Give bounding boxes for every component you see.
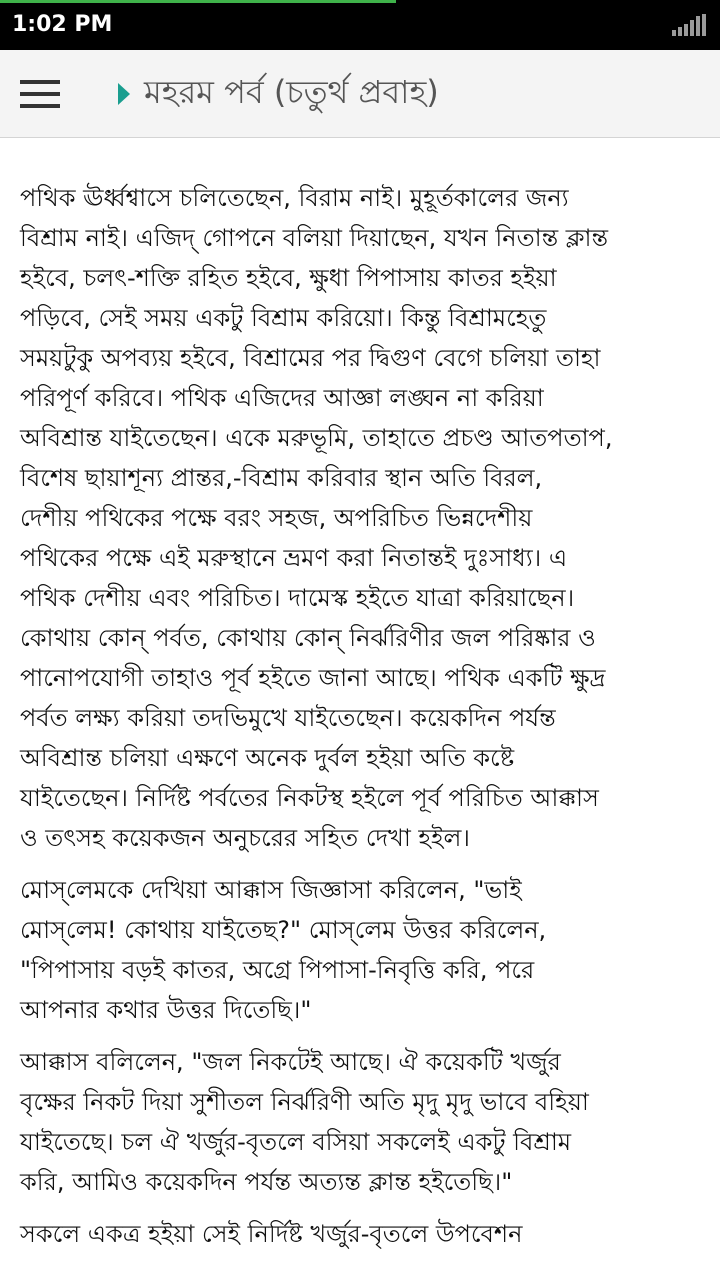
text-line: যাইতেছে। চল ঐ খর্জুর-বৃতলে বসিয়া সকলেই একটু বিশ্রাম [20, 1128, 572, 1156]
signal-bars-icon [672, 14, 706, 36]
text-line: মোস্‌লেমকে দেখিয়া আক্কাস জিজ্ঞাসা করিলেন, "ভাই [20, 876, 522, 904]
text-line: আপনার কথার উত্তর দিতেছি।" [20, 996, 312, 1024]
text-line: পরিপূর্ণ করিবে। পথিক এজিদের আজ্ঞা লঙ্ঘন না করিয়া [20, 384, 544, 412]
text-line: দেশীয় পথিকের পক্ষে বরং সহজ, অপরিচিত ভিন্নদেশীয় [20, 504, 533, 532]
text-line: পর্বত লক্ষ্য করিয়া তদভিমুখে যাইতেছেন। কয়েকদিন পর্যন্ত [20, 704, 556, 732]
text-line: সকলে একত্র হইয়া সেই নির্দিষ্ট খর্জুর-বৃতলে উপবেশন [20, 1220, 523, 1248]
text-line: বৃক্ষের নিকট দিয়া সুশীতল নির্ঝরিণী অতি মৃদু মৃদু ভাবে বহিয়া [20, 1088, 589, 1116]
title-bar [118, 64, 439, 124]
menu-button[interactable] [14, 70, 70, 118]
status-clock: 1:02 PM [12, 12, 113, 37]
text-line: "পিপাসায় বড়ই কাতর, অগ্রে পিপাসা-নিবৃত্তি করি, পরে [20, 956, 535, 984]
text-line: মোস্‌লেম! কোথায় যাইতেছ?" মোস্‌লেম উত্তর করিলেন, [20, 916, 547, 944]
text-line: করি, আমিও কয়েকদিন পর্যন্ত অত্যন্ত ক্লান্ত হইতেছি।" [20, 1168, 513, 1196]
text-line: অবিশ্রান্ত যাইতেছেন। একে মরুভূমি, তাহাতে প্রচণ্ড আতপতাপ, [20, 424, 613, 452]
text-line: পানোপযোগী তাহাও পূর্ব হইতে জানা আছে। পথিক একটি ক্ষুদ্র [20, 664, 606, 692]
text-line: পড়িবে, সেই সময় একটু বিশ্রাম করিয়ো। কিন্তু বিশ্রামহেতু [20, 304, 547, 332]
text-line: পথিকের পক্ষে এই মরুস্থানে ভ্রমণ করা নিতান্তই দুঃসাধ্য। এ [20, 544, 568, 572]
chapter-text [20, 178, 704, 1266]
page-title: মহরম পর্ব (চতুর্থ প্রবাহ) [144, 73, 439, 111]
text-line: বিশেষ ছায়াশূন্য প্রান্তর,-বিশ্রাম করিবার স্থান অতি বিরল, [20, 464, 543, 492]
load-progress-bar [0, 0, 396, 3]
play-caret-icon [118, 83, 130, 105]
text-line: পথিক ঊর্ধ্বশ্বাসে চলিতেছেন, বিরাম নাই। মুহূর্তকালের জন্য [20, 184, 569, 212]
text-line: সময়টুকু অপব্যয় হইবে, বিশ্রামের পর দ্বিগুণ বেগে চলিয়া তাহা [20, 344, 601, 372]
text-line: বিশ্রাম নাই। এজিদ্ গোপনে বলিয়া দিয়াছেন, যখন নিতান্ত ক্লান্ত [20, 224, 609, 252]
text-paragraph [20, 1214, 704, 1254]
text-paragraph [20, 178, 704, 858]
status-bar [0, 0, 720, 50]
text-line: কোথায় কোন্ পর্বত, কোথায় কোন্ নির্ঝরিণীর জল পরিষ্কার ও [20, 624, 596, 652]
text-line: অবিশ্রান্ত চলিয়া এক্ষণে অনেক দুর্বল হইয়া অতি কষ্টে [20, 744, 515, 772]
text-line: ও তৎসহ কয়েকজন অনুচরের সহিত দেখা হইল। [20, 824, 470, 852]
text-paragraph [20, 870, 704, 1030]
app-bar [0, 50, 720, 138]
text-line: যাইতেছেন। নির্দিষ্ট পর্বতের নিকটস্থ হইলে পূর্ব পরিচিত আক্কাস [20, 784, 599, 812]
text-paragraph [20, 1042, 704, 1202]
text-line: পথিক দেশীয় এবং পরিচিত। দামেস্ক হইতে যাত্রা করিয়াছেন। [20, 584, 575, 612]
text-line: আক্কাস বলিলেন, "জল নিকটেই আছে। ঐ কয়েকটি খর্জুর [20, 1048, 561, 1076]
text-line: হইবে, চলৎ-শক্তি রহিত হইবে, ক্ষুধা পিপাসায় কাতর হইয়া [20, 264, 557, 292]
